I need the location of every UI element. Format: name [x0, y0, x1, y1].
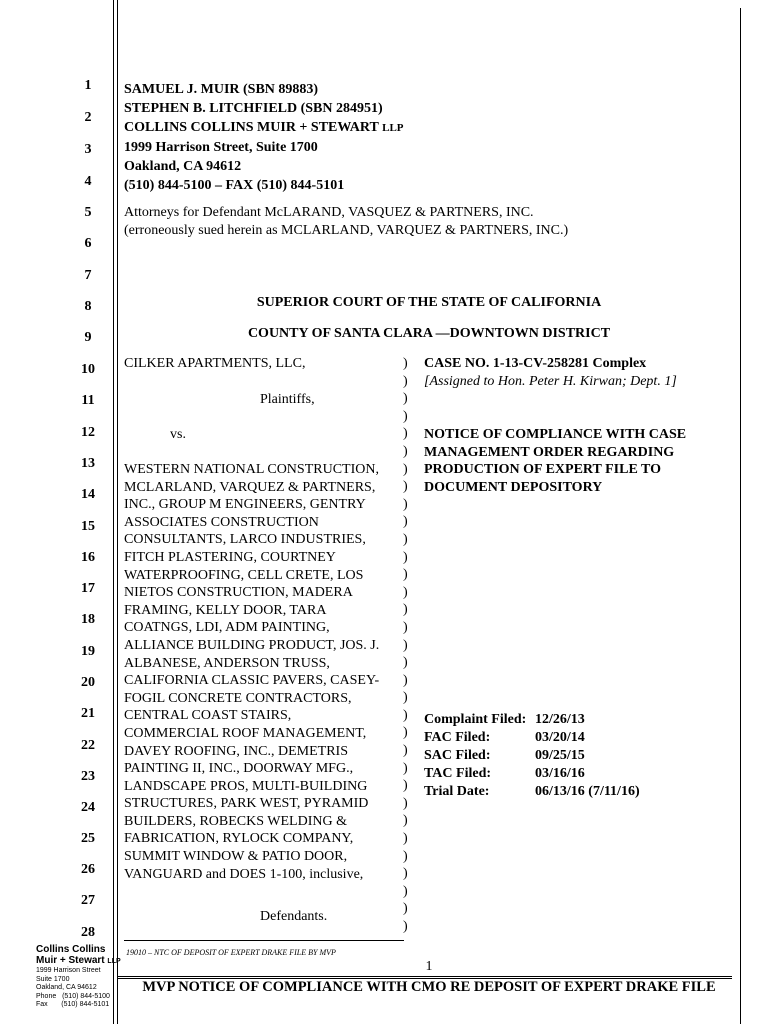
defendant-line: BUILDERS, ROBECKS WELDING &: [124, 813, 347, 829]
caption-paren: ): [403, 848, 408, 864]
firm-margin-address: Suite 1700: [36, 975, 70, 983]
caption-paren: ): [403, 795, 408, 811]
assigned-judge: [Assigned to Hon. Peter H. Kirwan; Dept. 1]: [424, 374, 677, 389]
document-title-line: NOTICE OF COMPLIANCE WITH CASE: [424, 427, 687, 442]
line-number: 19: [81, 644, 95, 659]
defendant-line: PAINTING II, INC., DOORWAY MFG.,: [124, 761, 354, 777]
attorneys-for-block: [124, 204, 568, 240]
caption-paren: ): [403, 461, 408, 477]
line-number: 27: [81, 893, 95, 908]
defendant-line: FITCH PLASTERING, COURTNEY: [124, 549, 336, 565]
date-value: 12/26/13: [535, 712, 585, 727]
document-title-line: DOCUMENT DEPOSITORY: [424, 479, 603, 495]
defendant-line: MCLARLAND, VARQUEZ & PARTNERS,: [124, 479, 376, 495]
line-number: 14: [81, 487, 95, 502]
footer-title: MVP NOTICE OF COMPLIANCE WITH CMO RE DEPOSIT OF EXPERT DRAKE FILE: [142, 979, 716, 995]
court-name: SUPERIOR COURT OF THE STATE OF CALIFORNIA: [256, 295, 602, 310]
caption-paren: ): [403, 373, 408, 389]
defendant-line: WATERPROOFING, CELL CRETE, LOS: [124, 567, 364, 583]
caption-paren: ): [403, 743, 408, 759]
line-number: 25: [81, 831, 95, 846]
defendant-line: VANGUARD and DOES 1-100, inclusive,: [124, 866, 364, 882]
line-number: 21: [81, 706, 95, 721]
firm-margin-name-2: Muir + Stewart: [36, 955, 105, 966]
date-row: [424, 711, 640, 729]
defendant-line: ALLIANCE BUILDING PRODUCT, JOS. J.: [124, 637, 380, 653]
defendant-line: NIETOS CONSTRUCTION, MADERA: [124, 585, 353, 601]
defendant-line: COATNGS, LDI, ADM PAINTING,: [124, 620, 330, 636]
date-row: [424, 729, 640, 747]
line-number: 23: [81, 769, 95, 784]
caption-paren: ): [403, 356, 408, 371]
line-number: 18: [81, 612, 95, 627]
caption-paren: ): [403, 831, 408, 847]
versus-label: vs.: [170, 427, 186, 442]
caption-paren: ): [403, 637, 408, 653]
defendant-line: STRUCTURES, PARK WEST, PYRAMID: [124, 796, 369, 812]
caption-paren: ): [403, 426, 408, 442]
document-title-line: PRODUCTION OF EXPERT FILE TO: [424, 462, 662, 478]
footer-page-number: 1: [425, 959, 433, 974]
filing-dates: [424, 711, 640, 801]
line-number: 12: [81, 425, 95, 440]
firm-margin-block: [36, 944, 121, 1010]
caption-paren: ): [403, 619, 408, 635]
caption-paren: ): [403, 883, 408, 899]
line-number: 1: [84, 78, 92, 93]
firm-margin-address: Phone (510) 844-5100: [36, 992, 110, 1000]
caption-parenthesis-column: [403, 355, 415, 936]
firm-margin-name: [36, 955, 121, 967]
case-number: CASE NO. 1-13-CV-258281 Complex: [424, 356, 647, 371]
footer-rule-1: [118, 976, 732, 977]
defendant-line: FRAMING, KELLY DOOR, TARA: [124, 602, 327, 618]
caption-paren: ): [403, 690, 408, 706]
caption-bottom-rule: [124, 940, 404, 941]
defendants-list: [124, 461, 379, 883]
caption-paren: ): [403, 408, 408, 424]
plaintiffs-label: Plaintiffs,: [260, 392, 315, 407]
defendant-line: WESTERN NATIONAL CONSTRUCTION,: [124, 462, 379, 477]
caption-paren: ): [403, 655, 408, 671]
date-label: SAC Filed:: [424, 748, 491, 763]
line-number: 7: [84, 268, 92, 283]
line-number: 9: [84, 330, 92, 345]
defendant-line: ASSOCIATES CONSTRUCTION: [124, 514, 319, 530]
line-number: 5: [84, 205, 92, 220]
defendant-line: ALBANESE, ANDERSON TRUSS,: [124, 655, 330, 671]
attorney-line: SAMUEL J. MUIR (SBN 89883): [124, 82, 319, 97]
defendant-line: FOGIL CONCRETE CONTRACTORS,: [124, 690, 352, 706]
caption-paren: ): [403, 514, 408, 530]
caption-paren: ): [403, 549, 408, 565]
attorney-block: [124, 80, 404, 195]
line-number: 10: [81, 362, 95, 377]
firm-margin-address: Fax (510) 844-5101: [36, 1001, 110, 1008]
firm-name: COLLINS COLLINS MUIR + STEWART: [124, 120, 379, 135]
defendant-line: SUMMIT WINDOW & PATIO DOOR,: [124, 849, 348, 865]
firm-margin-address: Oakland, CA 94612: [36, 984, 97, 991]
defendant-line: DAVEY ROOFING, INC., DEMETRIS: [124, 743, 349, 759]
plaintiff-name: CILKER APARTMENTS, LLC,: [124, 356, 306, 371]
date-row: [424, 783, 640, 801]
caption-paren: ): [403, 602, 408, 618]
date-row: [424, 747, 640, 765]
caption-paren: ): [403, 496, 408, 512]
attorneys-for-line: Attorneys for Defendant McLARAND, VASQUEZ & PARTNERS, INC.: [124, 205, 534, 220]
footer-document-id: 19010 – NTC OF DEPOSIT OF EXPERT DRAKE FILE BY MVP: [126, 948, 336, 957]
caption-paren: ): [403, 901, 408, 917]
date-value: 06/13/16 (7/11/16): [535, 784, 640, 799]
caption-paren: ): [403, 725, 408, 741]
caption-paren: ): [403, 813, 408, 829]
line-number: 2: [84, 110, 92, 125]
date-label: TAC Filed:: [424, 766, 492, 781]
document-title-line: MANAGEMENT ORDER REGARDING: [424, 444, 675, 460]
defendant-line: CONSULTANTS, LARCO INDUSTRIES,: [124, 532, 366, 548]
date-value: 03/16/16: [535, 766, 585, 781]
document-title: [424, 426, 686, 496]
line-number: 28: [81, 925, 95, 940]
line-number: 4: [84, 174, 92, 189]
line-number: 22: [81, 738, 95, 753]
defendants-label: Defendants.: [260, 909, 328, 924]
date-label: FAC Filed:: [424, 730, 491, 745]
caption-paren: ): [403, 479, 408, 495]
attorneys-for-line: (erroneously sued herein as MCLARLAND, VARQUEZ & PARTNERS, INC.): [124, 223, 569, 238]
line-number: 6: [84, 236, 92, 251]
line-number: 17: [81, 581, 95, 596]
firm-margin-llp: LLP: [107, 958, 121, 965]
left-margin-rule-2: [117, 0, 118, 1024]
date-value: 09/25/15: [535, 748, 585, 763]
line-number: 24: [81, 800, 95, 815]
attorney-firm-line: [124, 118, 404, 138]
defendant-line: INC., GROUP M ENGINEERS, GENTRY: [124, 497, 366, 513]
date-value: 03/20/14: [535, 730, 585, 745]
attorney-line: (510) 844-5100 – FAX (510) 844-5101: [124, 178, 345, 193]
defendant-line: COMMERCIAL ROOF MANAGEMENT,: [124, 725, 367, 741]
attorney-line: 1999 Harrison Street, Suite 1700: [124, 140, 318, 155]
line-number: 26: [81, 862, 95, 877]
date-row: [424, 765, 640, 783]
line-number: 20: [81, 675, 95, 690]
caption-paren: ): [403, 672, 408, 688]
firm-margin-name: Collins Collins: [36, 944, 106, 955]
date-label: Trial Date:: [424, 784, 490, 799]
line-number: 16: [81, 550, 95, 565]
caption-paren: ): [403, 919, 408, 934]
firm-margin-address: 1999 Harrison Street: [36, 967, 101, 974]
caption-paren: ): [403, 707, 408, 723]
defendant-line: CENTRAL COAST STAIRS,: [124, 708, 292, 724]
defendant-line: FABRICATION, RYLOCK COMPANY,: [124, 831, 354, 847]
caption-paren: ): [403, 866, 408, 882]
line-number: 11: [81, 393, 95, 408]
line-number: 3: [84, 142, 92, 157]
caption-paren: ): [403, 567, 408, 583]
defendant-line: CALIFORNIA CLASSIC PAVERS, CASEY-: [124, 673, 380, 689]
line-number: 8: [84, 299, 92, 314]
attorney-line: STEPHEN B. LITCHFIELD (SBN 284951): [124, 101, 383, 116]
attorney-line: Oakland, CA 94612: [124, 159, 242, 174]
caption-paren: ): [403, 443, 408, 459]
caption-paren: ): [403, 760, 408, 776]
court-county: COUNTY OF SANTA CLARA —DOWNTOWN DISTRICT: [247, 326, 611, 341]
line-number: 13: [81, 456, 95, 471]
caption-paren: ): [403, 531, 408, 547]
line-number: 15: [81, 519, 95, 534]
defendant-line: LANDSCAPE PROS, MULTI-BUILDING: [124, 778, 368, 794]
caption-paren: ): [403, 778, 408, 794]
firm-llp: LLP: [382, 122, 404, 134]
date-label: Complaint Filed:: [424, 712, 527, 727]
right-margin-rule: [740, 8, 741, 1024]
caption-paren: ): [403, 391, 408, 407]
left-margin-rule-1: [113, 0, 114, 1024]
caption-paren: ): [403, 584, 408, 600]
